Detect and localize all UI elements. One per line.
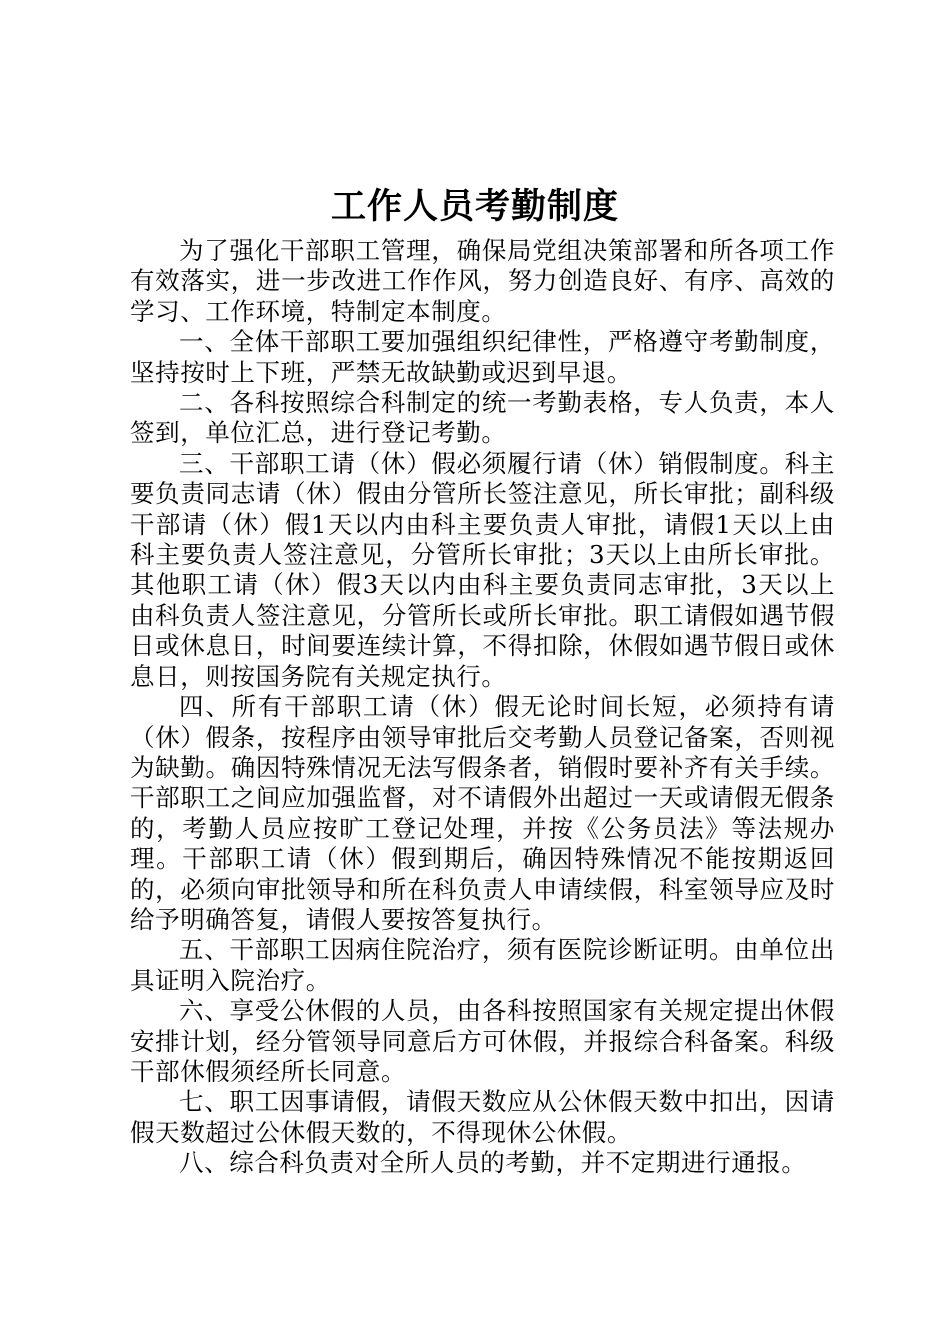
paragraph-item-7: 七、职工因事请假，请假天数应从公休假天数中扣出，因请假天数超过公休假天数的，不得现休公休假。 [130,1087,835,1147]
paragraph-item-2: 二、各科按照综合科制定的统一考勤表格，专人负责，本人签到，单位汇总，进行登记考勤。 [130,388,835,448]
paragraph-item-5: 五、干部职工因病住院治疗，须有医院诊断证明。由单位出具证明入院治疗。 [130,935,835,995]
paragraph-item-3: 三、干部职工请（休）假必须履行请（休）销假制度。科主要负责同志请（休）假由分管所长签注意见，所长审批；副科级干部请（休）假1天以内由科主要负责人审批，请假1天以上由科主要负责人签注意见，分管所长审批；3天以上由所长审批。其他职工请（休）假3天以内由科主要负责同志审批，3天以上由科负责人签注意见，分管所长或所长审批。职工请假如遇节假日或休息日，时间要连续计算，不得扣除，休假如遇节假日或休息日，则按国务院有关规定执行。 [130,448,835,691]
paragraph-intro: 为了强化干部职工管理，确保局党组决策部署和所各项工作有效落实，进一步改进工作作风，努力创造良好、有序、高效的学习、工作环境，特制定本制度。 [130,236,835,326]
paragraph-item-4: 四、所有干部职工请（休）假无论时间长短，必须持有请（休）假条，按程序由领导审批后交考勤人员登记备案，否则视为缺勤。确因特殊情况无法写假条者，销假时要补齐有关手续。干部职工之间应加强监督，对不请假外出超过一天或请假无假条的，考勤人员应按旷工登记处理，并按《公务员法》等法规办理。干部职工请（休）假到期后，确因特殊情况不能按期返回的，必须向审批领导和所在科负责人申请续假，科室领导应及时给予明确答复，请假人要按答复执行。 [130,692,835,934]
document-title: 工作人员考勤制度 [330,186,619,227]
document-body [130,236,835,1179]
paragraph-item-1: 一、全体干部职工要加强组织纪律性，严格遵守考勤制度，坚持按时上下班，严禁无故缺勤或迟到早退。 [130,327,835,387]
paragraph-item-8: 八、综合科负责对全所人员的考勤，并不定期进行通报。 [179,1148,807,1178]
paragraph-item-6: 六、享受公休假的人员，由各科按照国家有关规定提出休假安排计划，经分管领导同意后方可休假，并报综合科备案。科级干部休假须经所长同意。 [130,996,835,1086]
